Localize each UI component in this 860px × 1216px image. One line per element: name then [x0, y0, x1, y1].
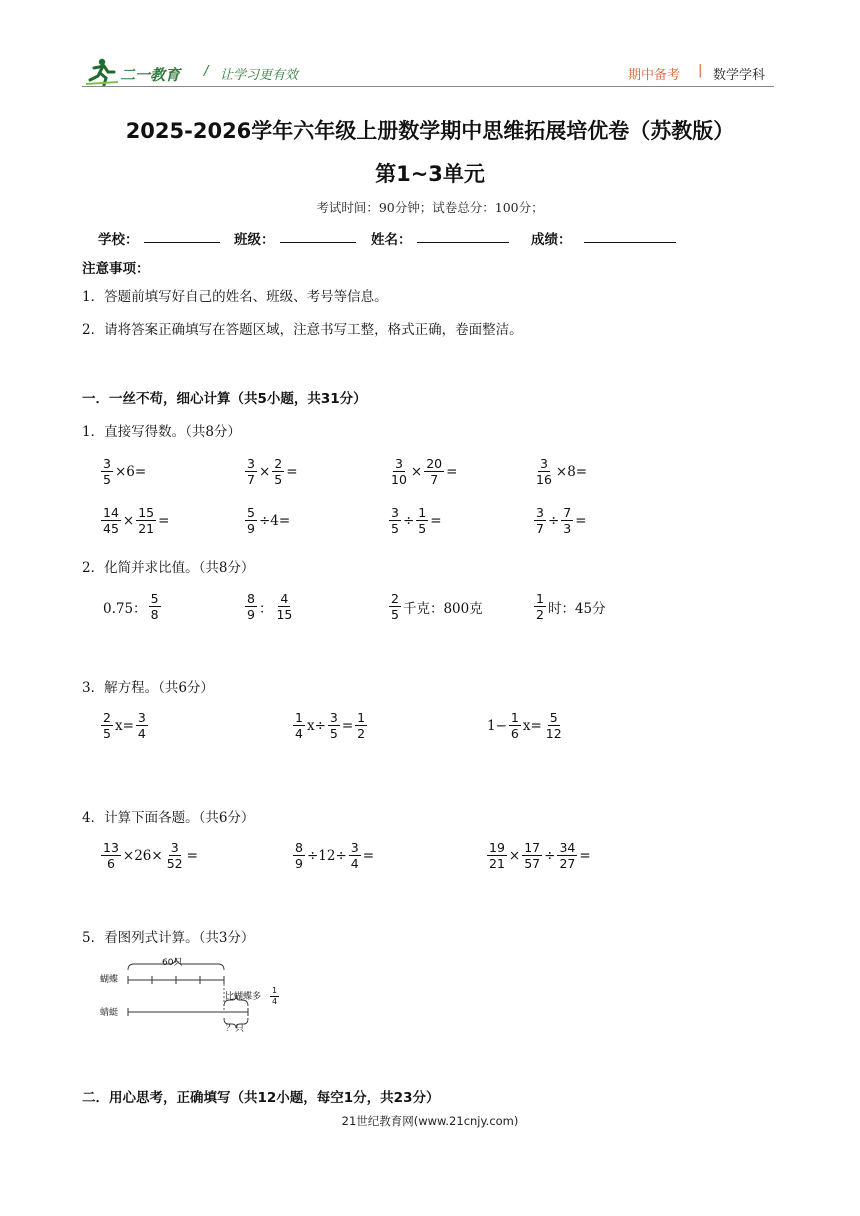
expr-text: 0.75：: [103, 600, 147, 617]
expr-text: =: [362, 847, 375, 864]
expr-text: ×8=: [555, 463, 588, 480]
expr-text: ÷4=: [258, 512, 291, 529]
expr-text: ÷: [544, 847, 556, 864]
fraction: $\frac{3}{7}$: [536, 505, 544, 536]
segment-lines: [100, 952, 300, 1038]
fraction: $\frac{4}{15}$: [276, 591, 293, 622]
page-subtitle: 第1~3单元: [375, 162, 485, 186]
fraction: $\frac{7}{3}$: [563, 505, 572, 536]
fraction: $\frac{1}{4}$: [295, 710, 303, 741]
fraction: $\frac{34}{27}$: [559, 840, 576, 871]
logo: [84, 58, 194, 86]
slogan-divider: /: [204, 64, 209, 79]
school-field[interactable]: [144, 242, 220, 243]
expr-text: ×: [508, 847, 521, 864]
fraction: $\frac{5}{8}$: [150, 591, 159, 622]
class-field[interactable]: [280, 242, 356, 243]
q1-expr: [388, 505, 443, 536]
notice-item: 2．请将答案正确填写在答题区域，注意书写工整，格式正确，卷面整洁。: [82, 322, 523, 338]
header-rule: [82, 86, 774, 87]
fraction: $\frac{3}{52}$: [166, 840, 183, 871]
section2-heading: 二．用心思考，正确填写（共12小题，每空1分，共23分）: [82, 1090, 440, 1106]
fraction: $\frac{8}{9}$: [295, 840, 303, 871]
expr-text: ×: [122, 512, 135, 529]
expr-text: =: [430, 512, 442, 529]
footer: 21世纪教育网(www.21cnjy.com): [341, 1114, 519, 1128]
q1-expr: [100, 456, 147, 487]
q4-expr: [486, 840, 592, 871]
exam-info: 考试时间：90分钟；试卷总分：100分；: [316, 200, 544, 215]
expr-text: ÷: [547, 512, 560, 529]
fraction: $\frac{14}{45}$: [103, 505, 119, 536]
runner-logo-icon: [84, 58, 120, 86]
q3-expr: [100, 710, 149, 741]
fraction: $\frac{19}{21}$: [489, 840, 505, 871]
fraction: $\frac{5}{12}$: [545, 710, 562, 741]
fraction: $\frac{3}{5}$: [329, 710, 338, 741]
compare-label: 比蝴蝶多: [225, 992, 262, 1002]
expr-text: =: [186, 847, 198, 864]
fraction: $\frac{3}{4}$: [137, 710, 146, 741]
score-field[interactable]: [584, 242, 676, 243]
fraction: $\frac{5}{9}$: [247, 505, 255, 536]
q3-label: 3．解方程。（共6分）: [82, 680, 214, 696]
fraction: $\frac{20}{7}$: [426, 456, 443, 487]
q1-expr: [244, 505, 291, 536]
expr-text: ÷12÷: [306, 847, 347, 864]
fraction: $\frac{3}{5}$: [103, 456, 111, 487]
q3-expr: [486, 710, 565, 741]
q1-expr: [533, 456, 588, 487]
q5-label: 5．看图列式计算。（共3分）: [82, 930, 255, 946]
fraction: $\frac{2}{5}$: [274, 456, 283, 487]
q4-expr: [292, 840, 375, 871]
unknown-label: ？只: [226, 1024, 245, 1034]
header-divider: |: [698, 63, 703, 78]
expr-text: ×6=: [114, 463, 147, 480]
page-title: 2025-2026学年六年级上册数学期中思维拓展培优卷（苏教版）: [125, 119, 735, 143]
fraction: $\frac{1}{2}$: [536, 591, 544, 622]
expr-text: 1−: [487, 717, 507, 734]
fraction: $\frac{3}{5}$: [391, 505, 399, 536]
q1-expr: [533, 505, 588, 536]
fraction: $\frac{1}{5}$: [418, 505, 427, 536]
expr-text: =: [158, 512, 170, 529]
fraction: $\frac{3}{10}$: [391, 456, 407, 487]
dragonfly-label: 蜻蜓: [100, 1008, 119, 1018]
q1-expr: [100, 505, 170, 536]
expr-text: =: [286, 463, 298, 480]
expr-text: 千克：800克: [402, 600, 483, 617]
q2-expr: [533, 591, 607, 622]
segment-diagram: [100, 952, 300, 1038]
fraction: $\frac{1}{6}$: [510, 710, 519, 741]
q4-label: 4．计算下面各题。（共6分）: [82, 810, 255, 826]
q2-label: 2．化简并求比值。（共8分）: [82, 560, 255, 576]
q1-label: 1．直接写得数。（共8分）: [82, 424, 241, 440]
subject-tag: 数学学科: [713, 68, 766, 83]
score-label: 成绩：: [531, 232, 572, 248]
fraction: $\frac{3}{4}$: [350, 840, 359, 871]
fraction: $\frac{17}{57}$: [524, 840, 541, 871]
expr-text: x=: [114, 717, 134, 734]
expr-text: x=: [522, 717, 542, 734]
fraction: $\frac{2}{5}$: [103, 710, 111, 741]
expr-text: 时：45分: [547, 600, 606, 617]
exam-tag: 期中备考: [628, 68, 681, 83]
expr-text: ×: [410, 463, 423, 480]
q2-expr: [102, 591, 162, 622]
expr-text: ×26×: [122, 847, 163, 864]
count-label: 60只: [162, 958, 183, 968]
compare-fraction: $\frac{1}{4}$: [272, 986, 278, 1006]
notice-item: 1．答题前填写好自己的姓名、班级、考号等信息。: [82, 289, 388, 305]
q1-expr: [244, 456, 299, 487]
q1-expr: [388, 456, 458, 487]
butterfly-label: 蝴蝶: [100, 975, 119, 985]
section1-heading: 一．一丝不苟，细心计算（共5小题，共31分）: [82, 391, 367, 407]
expr-text: =: [446, 463, 458, 480]
slogan: 让学习更有效: [220, 68, 299, 83]
fraction: $\frac{15}{21}$: [138, 505, 155, 536]
expr-text: =: [579, 847, 591, 864]
q2-expr: [388, 591, 484, 622]
q4-expr: [100, 840, 199, 871]
fraction: $\frac{3}{7}$: [247, 456, 255, 487]
expr-text: ÷: [402, 512, 415, 529]
expr-text: =: [575, 512, 587, 529]
fraction: $\frac{1}{2}$: [357, 710, 366, 741]
expr-text: ×: [258, 463, 271, 480]
expr-text: =: [341, 717, 354, 734]
expr-text: x÷: [306, 717, 326, 734]
q3-expr: [292, 710, 368, 741]
name-label: 姓名：: [371, 232, 412, 248]
notice-heading: 注意事项：: [82, 261, 150, 277]
fraction: $\frac{13}{6}$: [103, 840, 119, 871]
name-field[interactable]: [417, 242, 509, 243]
class-label: 班级：: [234, 232, 275, 248]
fraction: $\frac{2}{5}$: [391, 591, 399, 622]
q2-expr: [244, 591, 295, 622]
fraction: $\frac{3}{16}$: [536, 456, 552, 487]
expr-text: ：: [258, 600, 273, 617]
school-label: 学校：: [98, 232, 139, 248]
logo-text: 二一教育: [120, 66, 181, 84]
fraction: $\frac{8}{9}$: [247, 591, 255, 622]
